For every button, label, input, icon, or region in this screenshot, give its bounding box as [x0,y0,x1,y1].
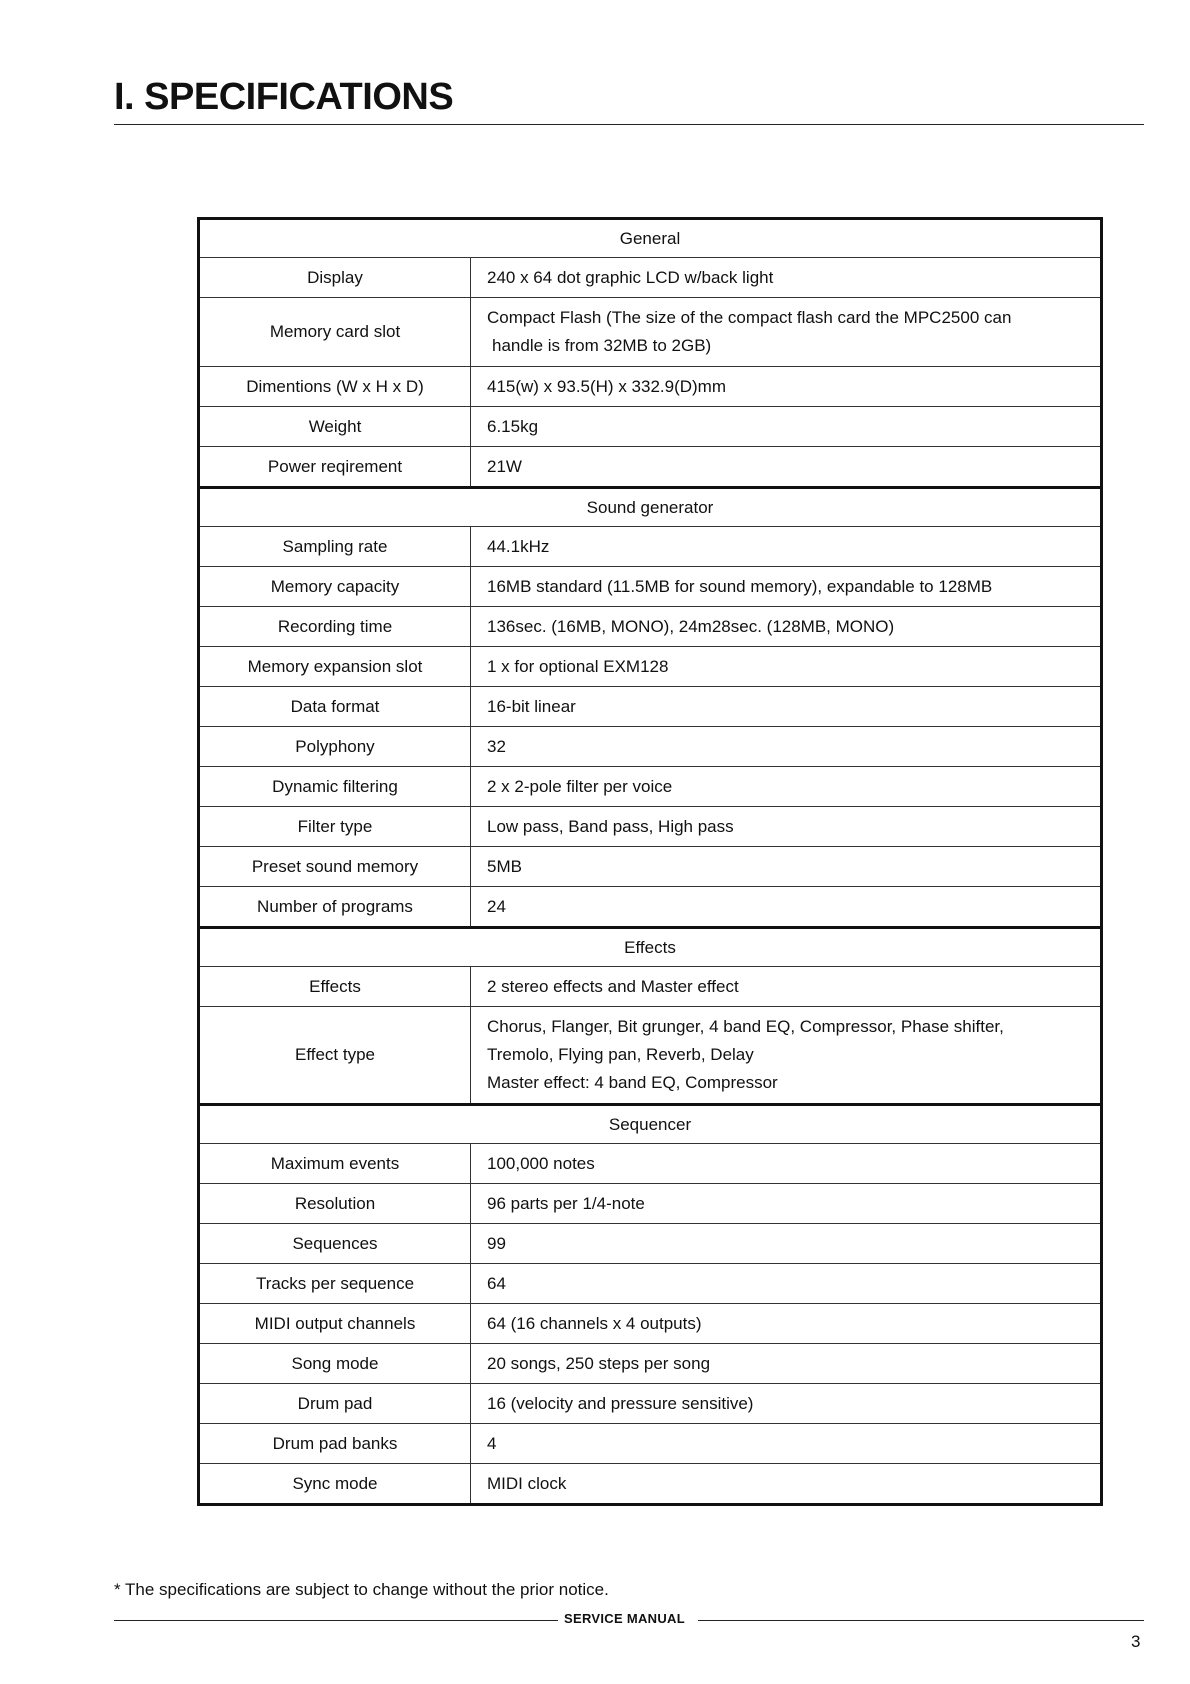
spec-value-line: Low pass, Band pass, High pass [487,816,734,836]
spec-value [471,1384,1102,1424]
spec-value-line: 24 [487,896,506,916]
spec-value [471,367,1102,407]
spec-value-line: 96 parts per 1/4-note [487,1193,645,1213]
footer-divider-right [698,1620,1144,1621]
spec-value [471,1344,1102,1384]
spec-value [471,687,1102,727]
spec-value [471,887,1102,928]
spec-label: MIDI output channels [199,1304,471,1344]
spec-row [199,1184,1102,1224]
spec-row [199,847,1102,887]
specifications-table [197,217,1103,1506]
section-header: General [199,219,1102,258]
spec-value [471,607,1102,647]
spec-row [199,1264,1102,1304]
spec-value-line: 100,000 notes [487,1153,595,1173]
spec-label: Filter type [199,807,471,847]
spec-value-line: MIDI clock [487,1473,567,1493]
spec-value-line: 32 [487,736,506,756]
section-header-row [199,928,1102,967]
spec-row [199,1424,1102,1464]
section-header: Sound generator [199,488,1102,527]
spec-label: Dynamic filtering [199,767,471,807]
spec-row [199,1464,1102,1505]
spec-value [471,1304,1102,1344]
spec-label: Tracks per sequence [199,1264,471,1304]
spec-label: Sequences [199,1224,471,1264]
spec-row [199,767,1102,807]
spec-row [199,527,1102,567]
spec-value-line: Compact Flash (The size of the compact flash card the MPC2500 can [487,308,1012,327]
spec-label: Sampling rate [199,527,471,567]
spec-label: Maximum events [199,1144,471,1184]
spec-value [471,1007,1102,1105]
spec-value [471,1184,1102,1224]
spec-value-line: 16 (velocity and pressure sensitive) [487,1393,754,1413]
spec-row [199,258,1102,298]
spec-value-line: 240 x 64 dot graphic LCD w/back light [487,267,774,287]
spec-value-line: Tremolo, Flying pan, Reverb, Delay [487,1045,754,1064]
spec-label: Power reqirement [199,447,471,488]
spec-value [471,1464,1102,1505]
spec-value-line: 64 [487,1273,506,1293]
spec-row [199,607,1102,647]
spec-value-line: 2 stereo effects and Master effect [487,976,739,996]
spec-value [471,1264,1102,1304]
spec-label: Data format [199,687,471,727]
spec-label: Drum pad banks [199,1424,471,1464]
title-divider [114,124,1144,125]
spec-row [199,1007,1102,1105]
spec-label: Resolution [199,1184,471,1224]
page-title: I. SPECIFICATIONS [114,76,454,118]
spec-label: Dimentions (W x H x D) [199,367,471,407]
spec-value [471,1424,1102,1464]
page-number: 3 [1131,1632,1141,1651]
spec-value-line: 21W [487,456,522,476]
spec-value-line: 64 (16 channels x 4 outputs) [487,1313,702,1333]
spec-value-line: Chorus, Flanger, Bit grunger, 4 band EQ, Compressor, Phase shifter, [487,1017,1004,1036]
spec-label: Song mode [199,1344,471,1384]
spec-row [199,1224,1102,1264]
spec-value-line: 16-bit linear [487,696,576,716]
spec-value [471,807,1102,847]
spec-value [471,647,1102,687]
spec-value [471,567,1102,607]
footnote: * The specifications are subject to change without the prior notice. [114,1580,609,1599]
spec-value-line: Master effect: 4 band EQ, Compressor [487,1073,778,1092]
footer-label: SERVICE MANUAL [564,1611,685,1626]
spec-value-line: 99 [487,1233,506,1253]
section-header-row [199,219,1102,258]
spec-row [199,1144,1102,1184]
spec-row [199,447,1102,488]
spec-value [471,967,1102,1007]
spec-value-line: 6.15kg [487,416,539,436]
footer-divider-left [114,1620,558,1621]
section-header-row [199,488,1102,527]
spec-label: Memory capacity [199,567,471,607]
spec-label: Number of programs [199,887,471,928]
spec-row [199,687,1102,727]
section-header: Effects [199,928,1102,967]
spec-row [199,567,1102,607]
spec-row [199,807,1102,847]
spec-value [471,447,1102,488]
spec-row [199,887,1102,928]
spec-value-line: 1 x for optional EXM128 [487,656,669,676]
spec-value-line: 136sec. (16MB, MONO), 24m28sec. (128MB, MONO) [487,616,895,636]
spec-value [471,258,1102,298]
spec-value [471,1224,1102,1264]
spec-value [471,527,1102,567]
spec-row [199,367,1102,407]
spec-label: Sync mode [199,1464,471,1505]
spec-value-line: handle is from 32MB to 2GB) [492,336,712,355]
spec-row [199,967,1102,1007]
spec-value [471,727,1102,767]
spec-row [199,1344,1102,1384]
spec-value [471,847,1102,887]
spec-row [199,647,1102,687]
spec-row [199,727,1102,767]
spec-value [471,407,1102,447]
spec-label: Effect type [199,1007,471,1105]
spec-value-line: 16MB standard (11.5MB for sound memory), expandable to 128MB [487,576,993,596]
spec-label: Weight [199,407,471,447]
spec-label: Memory expansion slot [199,647,471,687]
spec-value-line: 2 x 2-pole filter per voice [487,776,673,796]
spec-value [471,767,1102,807]
spec-value-line: 4 [487,1433,497,1453]
spec-value-line: 20 songs, 250 steps per song [487,1353,711,1373]
section-header: Sequencer [199,1105,1102,1144]
spec-row [199,1384,1102,1424]
spec-value [471,1144,1102,1184]
spec-label: Effects [199,967,471,1007]
spec-row [199,298,1102,367]
spec-label: Recording time [199,607,471,647]
spec-value [471,298,1102,367]
spec-value-line: 415(w) x 93.5(H) x 332.9(D)mm [487,376,727,396]
spec-label: Preset sound memory [199,847,471,887]
spec-label: Polyphony [199,727,471,767]
spec-value-line: 44.1kHz [487,536,550,556]
spec-row [199,1304,1102,1344]
spec-value-line: 5MB [487,856,522,876]
section-header-row [199,1105,1102,1144]
spec-label: Drum pad [199,1384,471,1424]
spec-label: Display [199,258,471,298]
spec-label: Memory card slot [199,298,471,367]
spec-row [199,407,1102,447]
